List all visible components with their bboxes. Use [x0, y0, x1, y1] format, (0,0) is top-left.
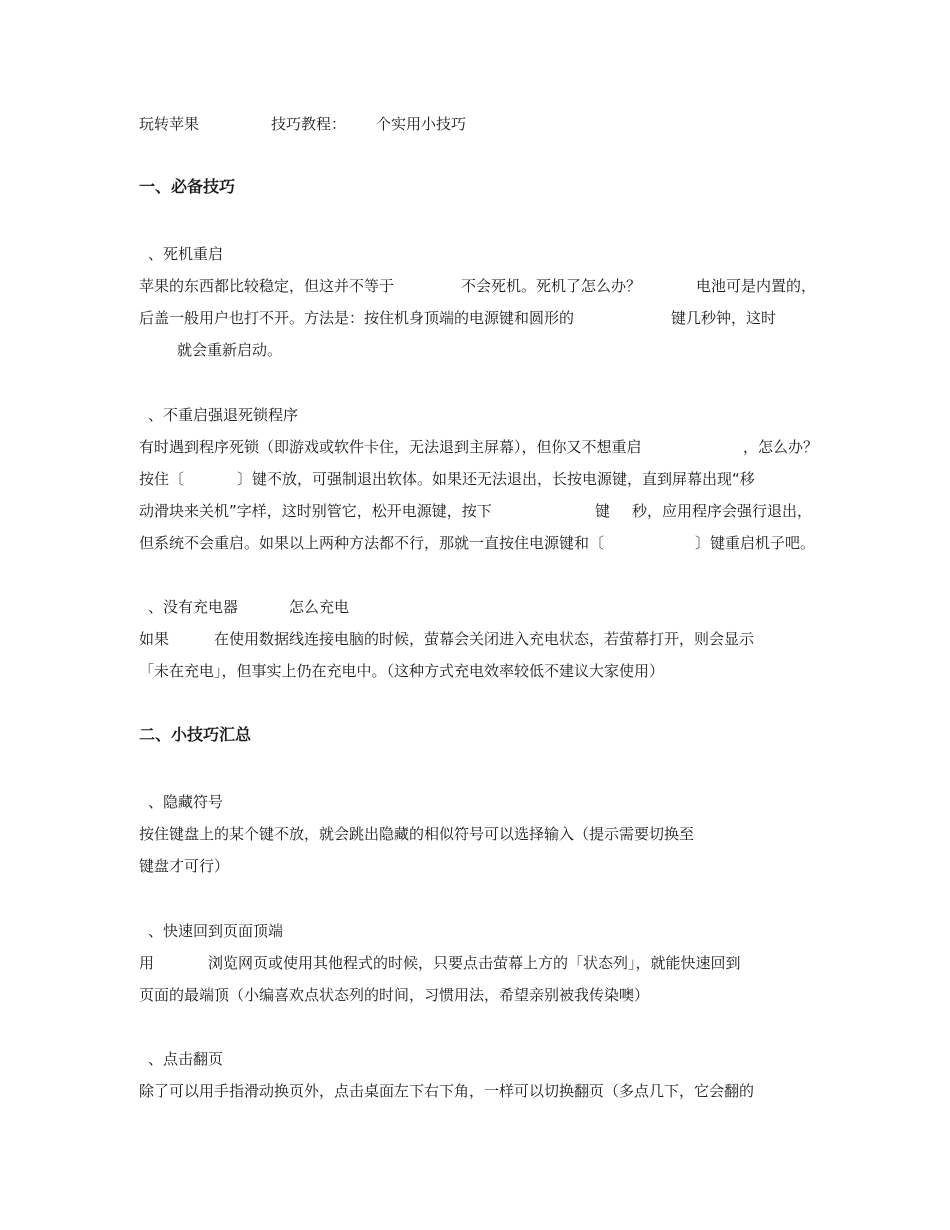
item-1-1-line-2b: 键几秒钟，这时 — [671, 309, 777, 327]
section-1-heading: 一、必备技巧 — [139, 177, 236, 196]
title-part-1: 玩转苹果 — [139, 115, 200, 133]
item-1-2-title: 、不重启强退死锁程序 — [148, 406, 299, 424]
title-part-3: 个实用小技巧 — [376, 115, 467, 133]
item-2-2-line-2: 页面的最端顶（小编喜欢点状态列的时间，习惯用法，希望亲别被我传染噢） — [139, 986, 650, 1004]
item-2-1-title: 、隐藏符号 — [148, 793, 224, 811]
item-2-2-line-1b: 浏览网页或使用其他程式的时候，只要点击萤幕上方的「状态列」，就能快速回到 — [208, 954, 741, 972]
item-1-2-line-2a: 按住〔 — [139, 470, 185, 488]
item-1-2-line-3a: 动滑块来关机”字样，这时别管它，松开电源键，按下 — [139, 502, 492, 520]
item-2-1-line-1: 按住键盘上的某个键不放，就会跳出隐藏的相似符号可以选择输入（提示需要切换至 — [139, 825, 695, 843]
item-1-2-line-3b: 键 — [595, 502, 611, 520]
section-2-heading: 二、小技巧汇总 — [139, 725, 252, 744]
item-1-2-line-2b: 〕键不放，可强制退出软体。如果还无法退出，长按电源键，直到屏幕出现“移 — [237, 470, 755, 488]
item-1-2-line-1a: 有时遇到程序死锁（即游戏或软件卡住，无法退到主屏幕），但你又不想重启 — [139, 438, 642, 456]
item-1-3-title-b: 怎么充电 — [289, 598, 350, 616]
item-1-3-line-1b: 在使用数据线连接电脑的时候，萤幕会关闭进入充电状态，若萤幕打开，则会显示 — [214, 630, 755, 648]
item-1-2-line-4b: 〕键重启机子吧。 — [695, 534, 816, 552]
item-1-1-line-2a: 后盖一般用户也打不开。方法是：按住机身顶端的电源键和圆形的 — [139, 309, 575, 327]
item-1-2-line-1b: ，怎么办？ — [743, 438, 819, 456]
item-1-1-line-3: 就会重新启动。 — [177, 341, 283, 359]
item-1-3-line-1a: 如果 — [139, 630, 170, 648]
item-1-1-line-1b: 不会死机。死机了怎么办？ — [461, 277, 642, 295]
item-1-1-line-1a: 苹果的东西都比较稳定，但这并不等于 — [139, 277, 395, 295]
item-1-1-title: 、死机重启 — [148, 245, 224, 263]
item-2-2-line-1a: 用 — [139, 954, 155, 972]
title-part-2: 技巧教程： — [271, 115, 347, 133]
item-1-1-line-1c: 电池可是内置的， — [696, 277, 817, 295]
item-1-3-title-a: 、没有充电器 — [148, 598, 239, 616]
item-1-3-line-2: 「未在充电」，但事实上仍在充电中。（这种方式充电效率较低不建议大家使用） — [139, 662, 665, 680]
item-2-1-line-2: 键盘才可行） — [139, 857, 230, 875]
item-1-2-line-3c: 秒，应用程序会强行退出， — [632, 502, 813, 520]
item-2-3-title: 、点击翻页 — [148, 1050, 224, 1068]
item-2-3-line-1: 除了可以用手指滑动换页外，点击桌面左下右下角，一样可以切换翻页（多点几下，它会翻的 — [139, 1082, 755, 1100]
item-1-2-line-4a: 但系统不会重启。如果以上两种方法都不行，那就一直按住电源键和〔 — [139, 534, 605, 552]
item-2-2-title: 、快速回到页面顶端 — [148, 922, 284, 940]
